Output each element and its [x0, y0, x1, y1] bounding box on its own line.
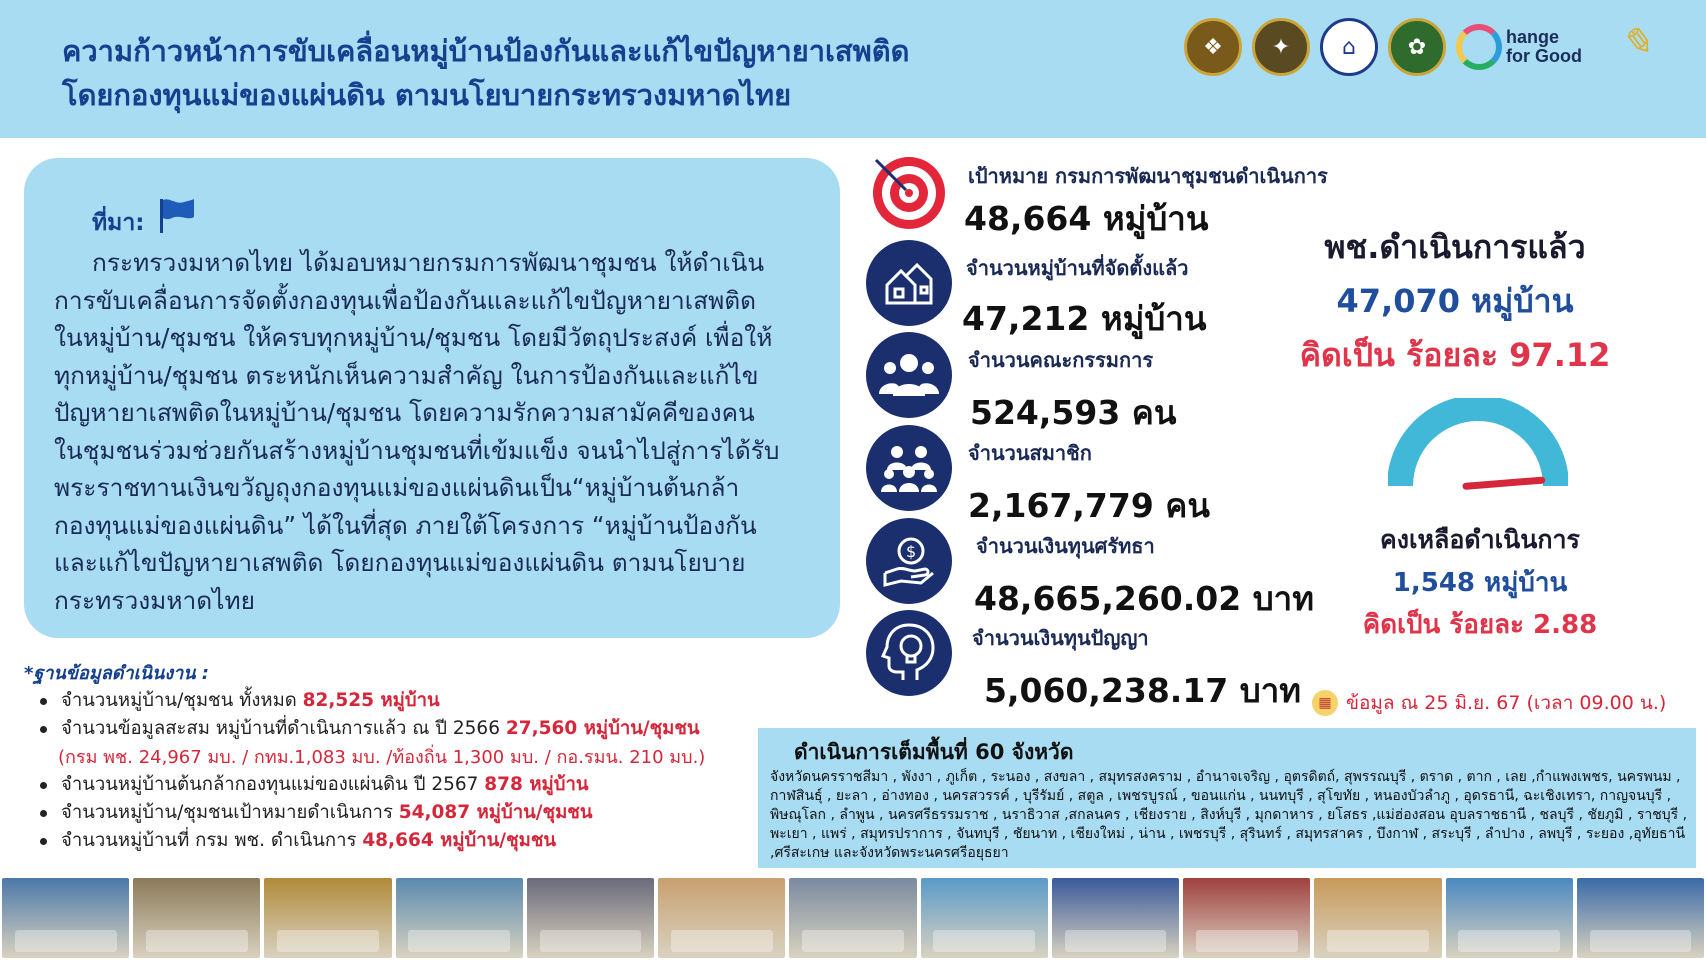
- source-paragraph-line: กองทุนแม่ของแผ่นดิน” ได้ในที่สุด ภายใต้โครงการ “หมู่บ้านป้องกัน: [54, 510, 757, 540]
- head-lightbulb-icon: [866, 610, 952, 696]
- members-group-icon: [866, 425, 952, 511]
- source-paragraph-line: และแก้ไขปัญหายาเสพติด โดยกองทุนแม่ของแผ่นดิน ตามนโยบาย: [54, 548, 746, 577]
- stat-value: 524,593 คน: [970, 393, 1177, 432]
- event-photo: [658, 878, 785, 958]
- database-item: [40, 714, 700, 743]
- done-percent: คิดเป็น ร้อยละ 97.12: [1299, 336, 1611, 374]
- database-item-value: 878 หมู่บ้าน: [484, 774, 589, 795]
- provinces-panel: [758, 728, 1696, 868]
- title-line-1: ความก้าวหน้าการขับเคลื่อนหมู่บ้านป้องกันและแก้ไขปัญหายาเสพติด: [62, 34, 910, 68]
- bullet-icon: [40, 698, 47, 705]
- database-item: [40, 770, 589, 799]
- seal-4-logo: ✿: [1388, 18, 1446, 76]
- stat-label: จำนวนสมาชิก: [968, 441, 1092, 465]
- event-photo: [396, 878, 523, 958]
- change-for-good-logo: [1456, 18, 1582, 76]
- stat-label: จำนวนเงินทุนปัญญา: [972, 626, 1149, 650]
- source-paragraph-line: ทุกหมู่บ้าน/ชุมชน ตระหนักเห็นความสำคัญ ในการป้องกันและแก้ไข: [54, 360, 759, 390]
- stat-label: จำนวนเงินทุนศรัทธา: [976, 534, 1155, 558]
- database-item-value: 48,664 หมู่บ้าน/ชุมชน: [362, 830, 557, 851]
- done-count: 47,070 หมู่บ้าน: [1336, 282, 1574, 320]
- database-item-value: 82,525 หมู่บ้าน: [302, 690, 440, 711]
- stat-value: 48,664 หมู่บ้าน: [964, 199, 1209, 238]
- remaining-count: 1,548 หมู่บ้าน: [1392, 568, 1568, 598]
- remaining-title: คงเหลือดำเนินการ: [1380, 525, 1580, 554]
- database-item-text: จำนวนหมู่บ้านที่ กรม พช. ดำเนินการ: [61, 830, 363, 851]
- header-banner: [0, 0, 1706, 138]
- stat-label: จำนวนหมู่บ้านที่จัดตั้งแล้ว: [966, 256, 1189, 280]
- database-item-value: 54,087 หมู่บ้าน/ชุมชน: [398, 802, 593, 823]
- flag-icon: [158, 197, 196, 233]
- source-label: ที่มา:: [92, 210, 145, 236]
- database-item: [40, 798, 592, 827]
- database-item-text: จำนวนข้อมูลสะสม หมู่บ้านที่ดำเนินการแล้ว ณ ปี 2566: [61, 718, 506, 739]
- database-item-text: จำนวนหมู่บ้าน/ชุมชนเป้าหมายดำเนินการ: [61, 802, 399, 823]
- stat-value: 48,665,260.02 บาท: [974, 579, 1314, 618]
- database-item: [40, 686, 440, 715]
- source-paragraph-line: ในหมู่บ้าน/ชุมชน ให้ครบทุกหมู่บ้าน/ชุมชน โดยมีวัตถุประสงค์ เพื่อให้: [54, 323, 773, 352]
- calendar-icon: ▦: [1312, 690, 1338, 716]
- village-houses-icon: [866, 240, 952, 326]
- remaining-percent: คิดเป็น ร้อยละ 2.88: [1362, 610, 1598, 640]
- source-paragraph-line: กระทรวงมหาดไทย: [54, 585, 255, 615]
- event-photo: [2, 878, 129, 958]
- database-item-text: จำนวนหมู่บ้านต้นกล้ากองทุนแม่ของแผ่นดิน ปี 2567: [61, 774, 485, 795]
- stat-label: เป้าหมาย กรมการพัฒนาชุมชนดำเนินการ: [968, 164, 1328, 188]
- database-item-text: จำนวนหมู่บ้าน/ชุมชน ทั้งหมด: [61, 690, 303, 711]
- source-paragraph-line: การขับเคลื่อนการจัดตั้งกองทุนเพื่อป้องกันและแก้ไขปัญหายาเสพติด: [54, 285, 757, 315]
- event-photo: [1446, 878, 1573, 958]
- data-as-of: [1312, 688, 1666, 718]
- stat-value: 47,212 หมู่บ้าน: [962, 299, 1207, 338]
- change-for-good-ring-icon: [1456, 24, 1502, 70]
- bullet-icon: [40, 810, 47, 817]
- gauge-needle: [1466, 480, 1542, 486]
- source-paragraph-line: กระทรวงมหาดไทย ได้มอบหมายกรมการพัฒนาชุมชน ให้ดำเนิน: [92, 248, 765, 277]
- event-photo: [789, 878, 916, 958]
- event-photo: [133, 878, 260, 958]
- seal-1-logo: ❖: [1184, 18, 1242, 76]
- provinces-title: ดำเนินการเต็มพื้นที่ 60 จังหวัด: [794, 740, 1074, 764]
- photo-strip: [0, 878, 1706, 960]
- bullet-icon: [40, 838, 47, 845]
- source-paragraph-line: พระราชทานเงินขวัญถุงกองทุนแม่ของแผ่นดินเป็น“หมู่บ้านต้นกล้า: [54, 473, 740, 502]
- stat-value: 2,167,779 คน: [968, 486, 1210, 525]
- event-photo: [1183, 878, 1310, 958]
- change-for-good-text-1: hange: [1506, 27, 1560, 47]
- event-photo: [1314, 878, 1441, 958]
- stat-value: 5,060,238.17 บาท: [984, 671, 1301, 710]
- svg-text:$: $: [906, 542, 917, 561]
- change-for-good-text-2: for Good: [1506, 46, 1582, 66]
- database-item: [40, 826, 556, 855]
- provinces-list: จังหวัดนครราชสีมา , พังงา , ภูเก็ต , ระนอง , สงขลา , สมุทรสงคราม , อำนาจเจริญ , อุตรดิตถ์, สุพรรณบุรี , ตราด , ตาก , เลย ,กำแพงเพชร, นครพนม , กาฬสินธุ์ , ยะลา , อ่างทอง , นครสวรรค์ , บุรีรัมย์ , สตูล , เพชรบูรณ์ , ขอนแก่น , นนทบุรี , สุโขทัย , หนองบัวลำภู , อุดรธานี, ฉะเชิงเทรา, กาญจนบุรี , พิษณุโลก , ลำพูน , นครศรีธรรมราช , นราธิวาส ,สกลนคร , เชียงราย , สิงห์บุรี , มุกดาหาร , ยโสธร ,แม่ฮ่องสอน อุบลราชธานี , ชลบุรี , ชัยภูมิ , ราชบุรี , พะเยา , แพร่ , สมุทรปราการ , จันทบุรี , ชัยนาท , เชียงใหม่ , น่าน , เพชรบุรี , สุรินทร์ , สมุทรสาคร , บึงกาฬ , สระบุรี , ลำปาง , ลพบุรี , ระยอง ,อุทัยธานี ,ศรีสะเกษ และจังหวัดพระนครศรีอยุธยา: [770, 769, 1688, 861]
- progress-gauge: [1388, 398, 1568, 494]
- event-photo: [1052, 878, 1179, 958]
- committee-group-icon: [866, 332, 952, 418]
- source-paragraph-line: ปัญหายาเสพติดในหมู่บ้าน/ชุมชน โดยความรักความสามัคคีของคน: [54, 398, 755, 427]
- logo-row: [1184, 18, 1688, 76]
- title-line-2: โดยกองทุนแม่ของแผ่นดิน ตามนโยบายกระทรวงมหาดไทย: [62, 78, 792, 112]
- bullet-icon: [40, 782, 47, 789]
- source-paragraph-line: ในชุมชนร่วมช่วยกันสร้างหมู่บ้านชุมชนที่เข้มแข็ง จนนำไปสู่การได้รับ: [54, 435, 780, 465]
- community-development-seal-logo: ⌂: [1320, 18, 1378, 76]
- database-title: *ฐานข้อมูลดำเนินงาน :: [24, 663, 209, 684]
- target-icon: [866, 150, 952, 236]
- data-as-of-text: ข้อมูล ณ 25 มิ.ย. 67 (เวลา 09.00 น.): [1346, 692, 1667, 714]
- done-title: พช.ดำเนินการแล้ว: [1324, 228, 1586, 266]
- bullet-icon: [40, 726, 47, 733]
- event-photo: [1577, 878, 1704, 958]
- gauge-arc: [1400, 408, 1556, 486]
- event-photo: [921, 878, 1048, 958]
- seal-2-logo: ✦: [1252, 18, 1310, 76]
- money-hand-icon: [866, 518, 952, 604]
- brand-logo: ✎: [1620, 20, 1652, 64]
- stat-label: จำนวนคณะกรรมการ: [968, 348, 1154, 372]
- event-photo: [264, 878, 391, 958]
- database-sub-note: (กรม พช. 24,967 มบ. / กทม.1,083 มบ. /ท้องถิ่น 1,300 มบ. / กอ.รมน. 210 มบ.): [58, 747, 706, 768]
- database-item-value: 27,560 หมู่บ้าน/ชุมชน: [505, 718, 700, 739]
- event-photo: [527, 878, 654, 958]
